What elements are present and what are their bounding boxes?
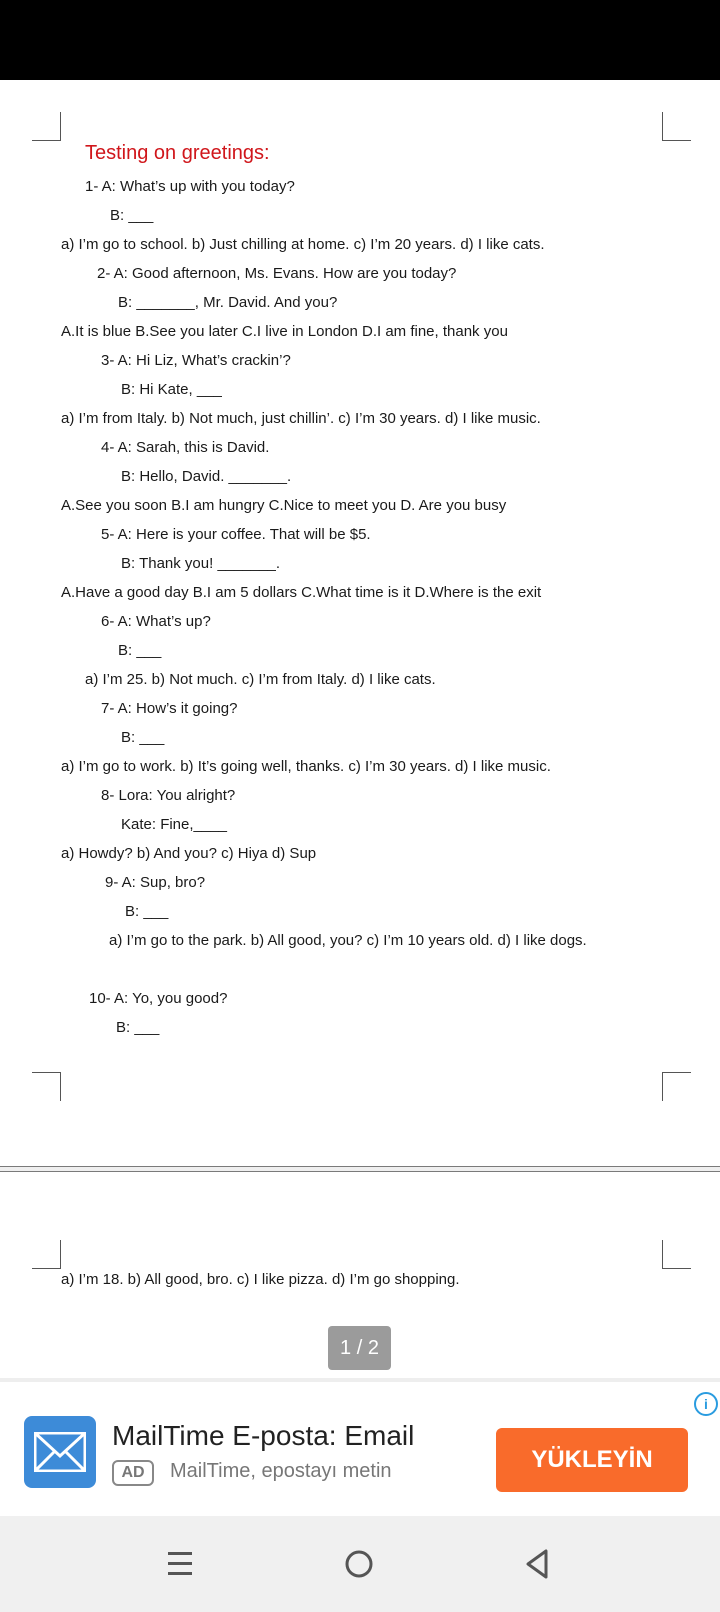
answer-blank-2: B: _______, Mr. David. And you? [118,294,338,311]
question-4: 4- A: Sarah, this is David. [101,439,270,456]
options-5: A.Have a good day B.I am 5 dollars C.What time is it D.Where is the exit [61,584,542,601]
answer-blank-6: B: ___ [118,642,162,659]
menu-icon[interactable] [162,1546,198,1582]
status-bar [0,0,720,80]
answer-blank-5: B: Thank you! _______. [121,555,281,572]
ad-title[interactable]: MailTime E-posta: Email [112,1420,415,1451]
document-title: Testing on greetings: [85,142,270,164]
question-9: 9- A: Sup, bro? [105,874,206,891]
info-icon[interactable]: i [694,1392,718,1416]
back-triangle-icon[interactable] [520,1546,556,1582]
answer-blank-1: B: ___ [110,207,154,224]
answer-blank-7: B: ___ [121,729,165,746]
options-9: a) I’m go to the park. b) All good, you? c) I’m 10 years old. d) I like dogs. [109,932,587,949]
answer-blank-3: B: Hi Kate, ___ [121,381,222,398]
question-6: 6- A: What’s up? [101,613,211,630]
options-6: a) I’m 25. b) Not much. c) I’m from Italy. d) I like cats. [85,671,436,688]
options-3: a) I’m from Italy. b) Not much, just chillin’. c) I’m 30 years. d) I like music. [61,410,541,427]
question-8: 8- Lora: You alright? [101,787,236,804]
question-7: 7- A: How’s it going? [101,700,238,717]
install-button[interactable]: YÜKLEYİN [496,1428,688,1492]
options-4: A.See you soon B.I am hungry C.Nice to meet you D. Are you busy [61,497,507,514]
question-5: 5- A: Here is your coffee. That will be $5. [101,526,371,543]
crop-mark-page2-top-left [32,1240,61,1269]
options-8: a) Howdy? b) And you? c) Hiya d) Sup [61,845,317,862]
mail-app-icon[interactable] [24,1416,96,1488]
home-circle-icon[interactable] [341,1546,377,1582]
options-1: a) I’m go to school. b) Just chilling at home. c) I’m 20 years. d) I like cats. [61,236,545,253]
question-2: 2- A: Good afternoon, Ms. Evans. How are you today? [97,265,457,282]
crop-mark-page2-top-right [662,1240,691,1269]
page-separator [0,1166,720,1172]
question-3: 3- A: Hi Liz, What’s crackin’? [101,352,291,369]
crop-mark-top-right [662,112,691,141]
answer-blank-8: Kate: Fine,____ [121,816,227,833]
answer-blank-4: B: Hello, David. _______. [121,468,292,485]
ad-subtitle[interactable]: MailTime, epostayı metin [170,1460,392,1482]
options-7: a) I’m go to work. b) It’s going well, thanks. c) I’m 30 years. d) I like music. [61,758,551,775]
question-1: 1- A: What’s up with you today? [85,178,295,195]
crop-mark-bottom-right [662,1072,691,1101]
options-10: a) I’m 18. b) All good, bro. c) I like pizza. d) I’m go shopping. [61,1271,460,1288]
options-2: A.It is blue B.See you later C.I live in London D.I am fine, thank you [61,323,508,340]
crop-mark-top-left [32,112,61,141]
answer-blank-10: B: ___ [116,1019,160,1036]
ad-badge: AD [112,1460,154,1486]
crop-mark-bottom-left [32,1072,61,1101]
page-indicator: 1 / 2 [328,1326,391,1370]
envelope-icon [34,1432,86,1472]
question-10: 10- A: Yo, you good? [89,990,228,1007]
answer-blank-9: B: ___ [125,903,169,920]
